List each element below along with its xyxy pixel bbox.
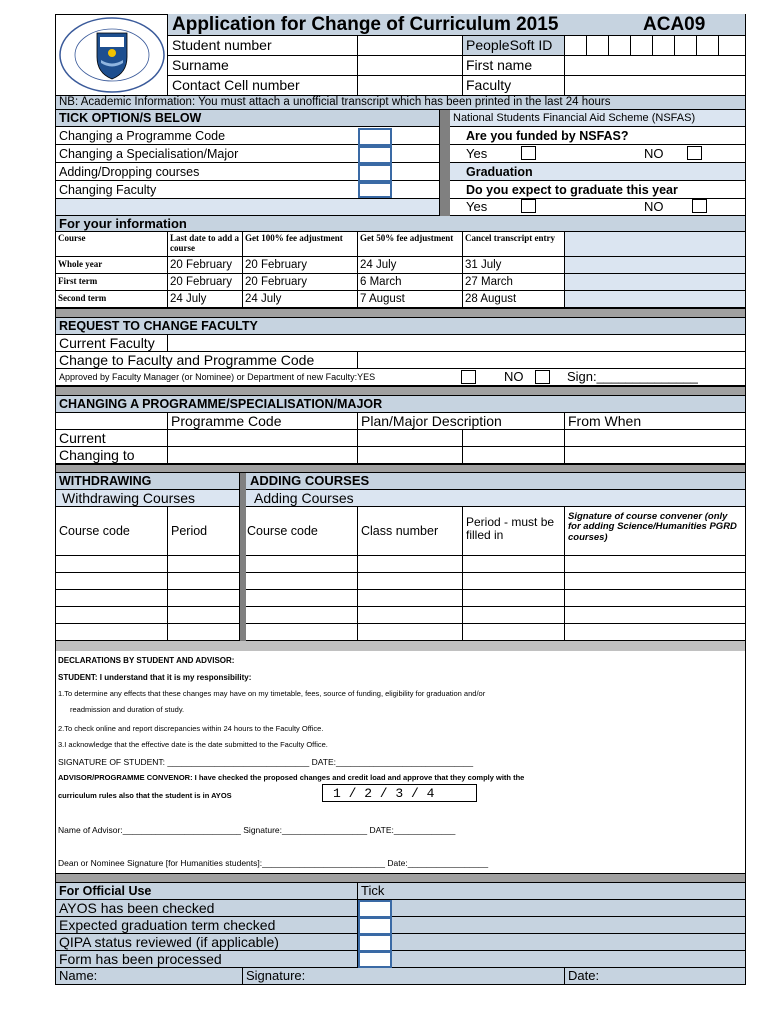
programme-section-title: CHANGING A PROGRAMME/SPECIALISATION/MAJOR (55, 396, 746, 413)
adding-title: ADDING COURSES (246, 473, 746, 490)
peoplesoft-id-box-4[interactable] (631, 36, 653, 56)
withdraw-period-header: Period (168, 507, 240, 556)
approval-text: Approved by Faculty Manager (or Nominee) or Department of new Faculty:YES (59, 372, 376, 382)
peoplesoft-id-box-1[interactable] (565, 36, 587, 56)
table-row[interactable] (463, 607, 565, 624)
table-row[interactable] (246, 624, 358, 641)
official-tick-col (358, 951, 746, 968)
graduation-question: Do you expect to graduate this year (450, 181, 746, 199)
adding-code-header: Course code (246, 507, 358, 556)
first-name-field[interactable] (565, 56, 746, 76)
university-crest-icon (57, 15, 167, 95)
change-faculty-label: Change to Faculty and Programme Code (55, 352, 358, 369)
from-when-header: From When (565, 413, 746, 430)
table-row[interactable] (358, 624, 463, 641)
table-row[interactable] (246, 607, 358, 624)
info-cell: 20 February (243, 257, 358, 274)
tick-checkbox-faculty[interactable] (358, 182, 392, 198)
separator (55, 464, 746, 473)
table-row[interactable] (55, 607, 168, 624)
info-cell: First term (55, 274, 168, 291)
table-row[interactable] (565, 573, 746, 590)
tick-divider (440, 110, 450, 216)
programme-changing-from[interactable] (565, 447, 746, 464)
info-cell: 20 February (168, 274, 243, 291)
form-title: Application for Change of Curriculum 2015 ACA09 (168, 14, 746, 36)
info-title: For your information (55, 216, 746, 232)
ayos-box[interactable]: 1 / 2 / 3 / 4 (322, 784, 477, 802)
peoplesoft-id-box-7[interactable] (697, 36, 719, 56)
nsfas-no-label: NO (644, 146, 664, 161)
programme-changing-plan-2[interactable] (463, 447, 565, 464)
official-tick-col (358, 934, 746, 951)
curriculum-rules: curriculum rules also that the student is in AYOS (58, 791, 232, 800)
official-item-ayos: AYOS has been checked (55, 900, 358, 917)
official-checkbox-processed[interactable] (358, 951, 392, 968)
graduation-no-label: NO (644, 199, 664, 214)
declarations-title: DECLARATIONS BY STUDENT AND ADVISOR: (58, 656, 235, 665)
approval-row (55, 369, 746, 386)
nsfas-no-checkbox[interactable] (687, 146, 702, 160)
table-row[interactable] (55, 573, 168, 590)
programme-current-from[interactable] (565, 430, 746, 447)
table-row[interactable] (565, 624, 746, 641)
withdraw-subtitle: Withdrawing Courses (55, 490, 240, 507)
table-row[interactable] (358, 590, 463, 607)
student-number-label: Student number (168, 36, 358, 56)
table-row[interactable] (463, 556, 565, 573)
info-cell: Whole year (55, 257, 168, 274)
tick-option-courses: Adding/Dropping courses (55, 163, 440, 181)
contact-label: Contact Cell number (168, 76, 358, 96)
table-row[interactable] (168, 573, 240, 590)
table-row[interactable] (358, 556, 463, 573)
withdraw-adding-divider (240, 473, 246, 641)
student-signature-line[interactable]: SIGNATURE OF STUDENT: ______________________________ DATE:_____________________________ (58, 757, 474, 767)
faculty-section-title: REQUEST TO CHANGE FACULTY (55, 318, 746, 335)
peoplesoft-id-box-6[interactable] (675, 36, 697, 56)
tick-option-programme: Changing a Programme Code (55, 127, 440, 145)
table-row[interactable] (246, 573, 358, 590)
nsfas-question: Are you funded by NSFAS? (450, 127, 746, 145)
official-tick-header: Tick (358, 883, 746, 900)
table-row[interactable] (463, 573, 565, 590)
adding-period-header: Period - must be filled in (463, 507, 565, 556)
peoplesoft-id-box-8[interactable] (719, 36, 746, 56)
official-checkbox-ayos[interactable] (358, 900, 392, 918)
info-header-cancel: Cancel transcript entry (463, 232, 565, 257)
plan-header: Plan/Major Description (358, 413, 565, 430)
nb-note: NB: Academic Information: You must attach a unofficial transcript which has been printed in the last 24 hours (55, 96, 746, 110)
official-checkbox-qipa[interactable] (358, 934, 392, 952)
table-row[interactable] (565, 590, 746, 607)
student-number-field[interactable] (358, 36, 463, 56)
table-row[interactable] (168, 624, 240, 641)
info-cell: 20 February (168, 257, 243, 274)
info-header-last-date: Last date to add a course (168, 232, 243, 257)
table-row[interactable] (565, 556, 746, 573)
declaration-line-3: 3.I acknowledge that the effective date is the date submitted to the Faculty Office. (58, 740, 328, 749)
faculty-field[interactable] (565, 76, 746, 96)
logo-cell (55, 14, 168, 96)
programme-code-header: Programme Code (168, 413, 358, 430)
table-row[interactable] (55, 624, 168, 641)
nsfas-yes-checkbox[interactable] (521, 146, 536, 160)
info-cell-blank (565, 257, 746, 274)
declaration-line-1b: readmission and duration of study. (70, 705, 185, 714)
info-cell: 7 August (358, 291, 463, 308)
table-row[interactable] (168, 590, 240, 607)
faculty-label: Faculty (463, 76, 565, 96)
tick-option-specialisation: Changing a Specialisation/Major (55, 145, 440, 163)
separator (55, 641, 746, 651)
official-tick-col (358, 917, 746, 934)
table-row[interactable] (463, 624, 565, 641)
change-faculty-field[interactable] (358, 352, 746, 369)
graduation-no-checkbox[interactable] (692, 199, 707, 213)
programme-current-label: Current (55, 430, 168, 447)
table-row[interactable] (55, 556, 168, 573)
info-cell: 24 July (358, 257, 463, 274)
info-cell: 24 July (168, 291, 243, 308)
peoplesoft-id-box-5[interactable] (653, 36, 675, 56)
separator (55, 386, 746, 396)
nsfas-title: National Students Financial Aid Scheme (NSFAS) (450, 110, 746, 127)
approval-sign: Sign:______________ (567, 369, 698, 384)
table-row[interactable] (246, 590, 358, 607)
official-tick-col (358, 900, 746, 917)
declaration-line-1: 1.To determine any effects that these changes may have on my timetable, fees, source of funding, eligibility for graduation and/or (58, 689, 486, 698)
advisor-name-line[interactable]: Name of Advisor:_________________________ Signature:__________________ DATE:_____________ (58, 825, 456, 835)
official-checkbox-grad[interactable] (358, 917, 392, 935)
tick-option-faculty: Changing Faculty (55, 181, 440, 199)
surname-field[interactable] (358, 56, 463, 76)
programme-changing-plan[interactable] (358, 447, 463, 464)
table-row[interactable] (565, 607, 746, 624)
adding-signature-header: Signature of course convener (only for adding Science/Humanities PGRD courses) (565, 507, 746, 556)
info-cell: 28 August (463, 291, 565, 308)
table-row[interactable] (358, 573, 463, 590)
approval-no-checkbox[interactable] (535, 370, 550, 384)
programme-changing-code[interactable] (168, 447, 358, 464)
nsfas-yes-label: Yes (466, 146, 488, 161)
tick-spacer (55, 199, 440, 216)
programme-current-plan[interactable] (358, 430, 463, 447)
separator (55, 873, 746, 883)
info-cell: 31 July (463, 257, 565, 274)
separator (55, 308, 746, 318)
peoplesoft-id-box-3[interactable] (609, 36, 631, 56)
tick-checkbox-programme[interactable] (358, 128, 392, 146)
info-header-100: Get 100% fee adjustment (243, 232, 358, 257)
info-header-blank (565, 232, 746, 257)
advisor-declaration: ADVISOR/PROGRAMME CONVENOR: I have checked the proposed changes and credit load and approve that they comply with the (58, 773, 525, 782)
first-name-label: First name (463, 56, 565, 76)
withdraw-code-header: Course code (55, 507, 168, 556)
peoplesoft-id-box-2[interactable] (587, 36, 609, 56)
form-code: ACA09 (643, 14, 706, 35)
official-signature[interactable]: Signature: (243, 968, 565, 985)
official-name[interactable]: Name: (55, 968, 243, 985)
graduation-title: Graduation (450, 163, 746, 181)
table-row[interactable] (168, 556, 240, 573)
student-declaration: STUDENT: I understand that it is my responsibility: (58, 673, 252, 682)
official-item-qipa: QIPA status reviewed (if applicable) (55, 934, 358, 951)
withdraw-title: WITHDRAWING (55, 473, 240, 490)
graduation-yes-label: Yes (466, 199, 488, 214)
info-cell: 6 March (358, 274, 463, 291)
surname-label: Surname (168, 56, 358, 76)
approval-yes-checkbox[interactable] (461, 370, 476, 384)
tick-checkbox-specialisation[interactable] (358, 146, 392, 164)
approval-no-label: NO (504, 369, 524, 384)
info-cell-blank (565, 291, 746, 308)
current-faculty-label: Current Faculty (55, 335, 168, 352)
official-title: For Official Use (55, 883, 358, 900)
tick-title: TICK OPTION/S BELOW (55, 110, 440, 127)
info-cell-blank (565, 274, 746, 291)
info-cell: 24 July (243, 291, 358, 308)
table-row[interactable] (246, 556, 358, 573)
graduation-yes-checkbox[interactable] (521, 199, 536, 213)
info-header-50: Get 50% fee adjustment (358, 232, 463, 257)
info-header-course: Course (55, 232, 168, 257)
table-row[interactable] (358, 607, 463, 624)
tick-checkbox-courses[interactable] (358, 164, 392, 182)
dean-signature-line[interactable]: Dean or Nominee Signature [for Humanities students]:__________________________ Date:_________________ (58, 858, 489, 868)
official-item-processed: Form has been processed (55, 951, 358, 968)
adding-subtitle: Adding Courses (246, 490, 746, 507)
declaration-line-2: 2.To check online and report discrepancies within 24 hours to the Faculty Office. (58, 724, 324, 733)
info-cell: Second term (55, 291, 168, 308)
contact-field[interactable] (358, 76, 463, 96)
official-item-grad: Expected graduation term checked (55, 917, 358, 934)
current-faculty-field[interactable] (168, 335, 746, 352)
peoplesoft-id-label: PeopleSoft ID (463, 36, 565, 56)
programme-current-plan-2[interactable] (463, 430, 565, 447)
table-row[interactable] (463, 590, 565, 607)
programme-changing-label: Changing to (55, 447, 168, 464)
programme-current-code[interactable] (168, 430, 358, 447)
adding-class-header: Class number (358, 507, 463, 556)
info-cell: 20 February (243, 274, 358, 291)
table-row[interactable] (55, 590, 168, 607)
info-cell: 27 March (463, 274, 565, 291)
table-row[interactable] (168, 607, 240, 624)
official-date[interactable]: Date: (565, 968, 746, 985)
programme-header-blank (55, 413, 168, 430)
